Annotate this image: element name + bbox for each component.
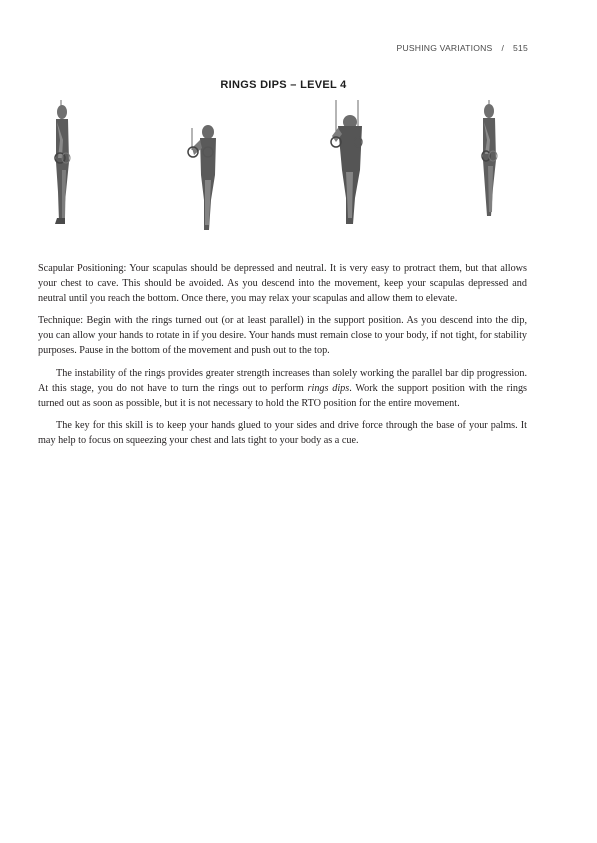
running-header [397, 43, 528, 53]
scapular-positioning-paragraph: Scapular Positioning: Your scapulas should be depressed and neutral. It is very easy to protract them, but that allows your chest to cave. This should be avoided. As you descend into the movement, keep your scapulas depressed and neutral until you reach the bottom. Once there, you may relax your scapulas and allow them to elevate. [38, 263, 527, 305]
header-separator: / [501, 43, 505, 53]
page-number: 515 [513, 43, 528, 53]
ring-dip-bottom-figure [324, 100, 368, 230]
exercise-title: RINGS DIPS – LEVEL 4 [220, 79, 347, 91]
ring-instability-paragraph [38, 366, 527, 411]
exercise-illustrations [0, 100, 597, 235]
ring-dip-descending-figure [184, 100, 224, 235]
ring-support-side-view-figure [45, 100, 79, 230]
paragraph-text-before: The instability of the rings provides greater strength increases than solely working the parallel bar dip progression. At this stage, you do not have to turn the rings out to perform [38, 367, 527, 394]
section-name: PUSHING VARIATIONS [396, 43, 493, 53]
exercise-description [38, 261, 527, 455]
paragraph-text-after: . Work the support position with the rings turned out as soon as possible, but it is not necessary to hold the RTO position for the entire movement. [38, 382, 528, 409]
key-cue-paragraph: The key for this skill is to keep your hands glued to your sides and drive force through the base of your palms. It may help to focus on squeezing your chest and lats tight to your body as a cue. [38, 419, 527, 446]
ring-support-front-view-figure [474, 100, 504, 222]
rings-dips-emphasis: rings dips [307, 382, 350, 394]
technique-paragraph: Technique: Begin with the rings turned out (or at least parallel) in the support position. As you descend into the dip, you can allow your hands to rotate in if you desire. Your hands must remain close to your body, if not tight, for stability purposes. Pause in the bottom of the movement and push out to the top. [38, 315, 527, 357]
